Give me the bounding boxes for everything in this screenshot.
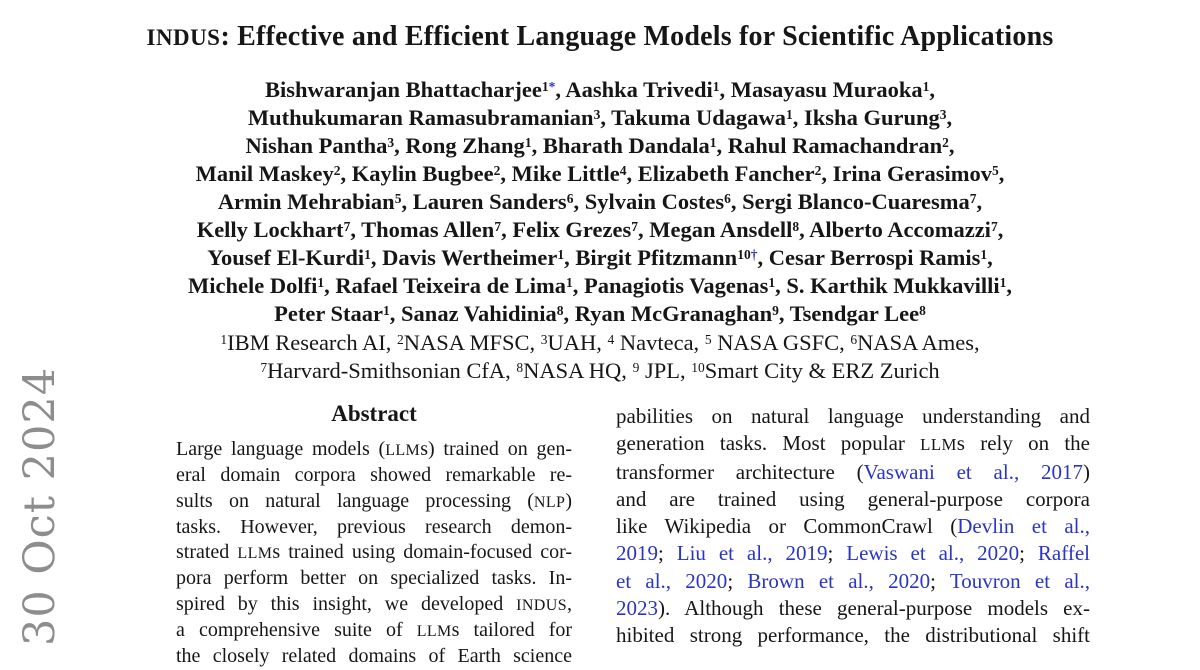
text-segment: s trained using domain-focused cor-: [272, 541, 573, 564]
superscript-affiliation-mark: 1: [786, 106, 793, 122]
superscript-affiliation-mark: 1: [383, 302, 390, 318]
text-segment: LLM: [237, 545, 273, 563]
superscript-affiliation-mark: 2: [942, 134, 949, 150]
text-segment: the closely related domains of Earth science: [176, 645, 572, 668]
text-segment: ,: [929, 77, 935, 102]
text-segment: transformer architecture (: [616, 459, 864, 484]
abstract-body: [176, 437, 572, 670]
text-segment: NASA MFSC,: [403, 330, 541, 355]
text-line: [616, 513, 1090, 540]
superscript-affiliation-mark: 4: [619, 162, 627, 178]
text-line: [90, 104, 1110, 132]
text-segment: Manil Maskey: [195, 161, 334, 186]
superscript-affiliation-mark: 2: [814, 162, 822, 178]
superscript-affiliation-mark: 8: [556, 302, 564, 318]
text-line: [176, 437, 572, 463]
text-segment: like Wikipedia or CommonCrawl (: [616, 514, 958, 539]
affiliation-list: [90, 329, 1110, 385]
text-segment: JPL,: [639, 358, 692, 383]
text-segment: , Rahul Ramachandran: [716, 133, 943, 158]
citation-link[interactable]: Brown et al., 2020: [747, 568, 931, 593]
text-segment: ;: [930, 568, 950, 593]
text-segment: and are trained using general-purpose corpora: [616, 486, 1090, 511]
text-line: [176, 489, 572, 515]
text-segment: Navteca,: [614, 330, 705, 355]
text-segment: , Bharath Dandala: [531, 133, 710, 158]
arxiv-date-text: 30 Oct 2024: [15, 366, 65, 646]
superscript-affiliation-mark: 1: [317, 274, 325, 290]
text-line: [90, 188, 1110, 216]
text-segment: , Sanaz Vahidinia: [389, 301, 557, 326]
text-line: [90, 160, 1110, 188]
citation-link[interactable]: Vaswani et al., 2017: [863, 459, 1083, 484]
superscript-affiliation-mark: 9: [772, 302, 779, 318]
text-segment: ,: [998, 161, 1005, 186]
text-segment: ;: [727, 568, 748, 593]
body-text-column: [616, 403, 1090, 650]
text-segment: ;: [827, 541, 847, 566]
superscript-affiliation-mark: 2: [397, 331, 404, 347]
text-segment: , Alberto Accomazzi: [799, 217, 991, 242]
text-line: [176, 592, 572, 618]
citation-link[interactable]: Touvron et al.,: [949, 568, 1090, 593]
text-segment: ,: [946, 105, 953, 130]
superscript-affiliation-mark: 2: [333, 162, 341, 178]
text-segment: , Irina Gerasimov: [821, 161, 992, 186]
arxiv-date-watermark: [12, 366, 68, 646]
text-line: [616, 622, 1090, 649]
text-segment: ,: [567, 592, 572, 615]
superscript-affiliation-mark: 6: [724, 190, 731, 206]
superscript-affiliation-mark: 7: [494, 218, 502, 234]
text-segment: , Birgit Pfitzmann: [564, 245, 738, 270]
text-segment: , Tsendgar Lee: [778, 301, 920, 326]
superscript-affiliation-mark: 7: [631, 218, 638, 234]
text-segment: , Megan Ansdell: [637, 217, 793, 242]
text-segment: Harvard-Smithsonian CfA,: [267, 358, 517, 383]
paper-title-smallcaps: INDUS: [146, 25, 221, 50]
text-segment: , Masayasu Muraoka: [719, 77, 923, 102]
text-line: [176, 515, 572, 540]
text-segment: , Lauren Sanders: [401, 189, 567, 214]
text-line: [90, 357, 1110, 385]
text-segment: , Panagiotis Vagenas: [572, 273, 769, 298]
text-segment: ,: [948, 133, 955, 158]
text-segment: tasks. However, previous research demon-: [176, 515, 572, 538]
superscript-affiliation-mark: 10: [691, 359, 705, 375]
superscript-affiliation-mark: 1: [922, 78, 930, 94]
abstract-heading: Abstract: [331, 401, 417, 426]
text-segment: , Aashka Trivedi: [555, 77, 713, 102]
citation-link[interactable]: 2023: [616, 596, 658, 621]
superscript-affiliation-mark: 8: [792, 218, 800, 234]
text-segment: ,: [1006, 273, 1012, 298]
text-segment: Bishwaranjan Bhattacharjee: [265, 77, 542, 102]
superscript-affiliation-mark: 1: [557, 246, 565, 262]
citation-link[interactable]: Raffel: [1037, 541, 1091, 566]
citation-link[interactable]: Lewis et al., 2020: [846, 541, 1020, 566]
paper-title-rest: : Effective and Efficient Language Models for Scientific Applications: [220, 21, 1054, 52]
paper-title: [90, 21, 1110, 53]
citation-link[interactable]: et al., 2020: [616, 568, 728, 593]
superscript-affiliation-mark: 7: [990, 218, 998, 234]
text-segment: s tailored for: [451, 619, 573, 642]
text-segment: spired by this insight, we developed: [176, 592, 517, 615]
citation-link[interactable]: Devlin et al.,: [957, 514, 1091, 539]
text-segment: Large language models (: [176, 438, 386, 460]
text-segment: NASA Ames,: [857, 330, 980, 355]
text-segment: , Thomas Allen: [350, 217, 495, 242]
text-segment: pora perform better on specialized tasks. In-: [176, 567, 572, 590]
text-segment: ): [1083, 459, 1090, 484]
text-segment: , Ryan McGranaghan: [563, 301, 773, 326]
text-segment: , Rong Zhang: [394, 133, 525, 158]
text-line: [90, 216, 1110, 244]
text-segment: Smart City & ERZ Zurich: [704, 358, 940, 383]
text-segment: strated: [176, 541, 238, 564]
superscript-affiliation-mark: 3: [387, 134, 395, 150]
text-segment: s) trained on gen-: [420, 438, 573, 460]
superscript-affiliation-mark: 1: [709, 134, 717, 150]
citation-link[interactable]: 2019: [616, 541, 658, 566]
superscript-affiliation-mark: 1: [364, 246, 371, 262]
text-segment: sults on natural language processing (: [176, 489, 534, 512]
text-segment: , Elizabeth Fancher: [626, 161, 815, 186]
superscript-affiliation-mark: 3: [540, 331, 548, 347]
superscript-affiliation-mark: 4: [607, 331, 615, 347]
text-segment: LLM: [920, 435, 957, 455]
text-segment: , S. Karthik Mukkavilli: [775, 273, 1000, 298]
superscript-affiliation-mark: 5: [394, 190, 402, 206]
text-segment: , Felix Grezes: [501, 217, 632, 242]
text-segment: ;: [1019, 541, 1038, 566]
text-segment: s rely on the: [956, 431, 1090, 456]
text-line: [616, 595, 1090, 622]
text-line: [90, 132, 1110, 160]
text-segment: pabilities on natural language understanding and: [616, 404, 1090, 428]
superscript-affiliation-mark: 7: [260, 359, 268, 375]
text-segment: hibited strong performance, the distributional shift: [616, 623, 1090, 648]
text-segment: Peter Staar: [274, 301, 384, 326]
superscript-affiliation-mark: 7: [969, 190, 977, 206]
superscript-affiliation-mark: 1: [999, 274, 1007, 290]
text-segment: Muthukumaran Ramasubramanian: [247, 105, 594, 130]
text-line: [90, 300, 1110, 328]
text-line: [176, 644, 572, 669]
text-line: [616, 486, 1090, 513]
text-segment: NASA GSFC,: [711, 330, 851, 355]
text-segment: , Cesar Berrospi Ramis: [757, 245, 981, 270]
superscript-affiliation-mark: 10: [737, 246, 751, 262]
citation-link[interactable]: Liu et al., 2019: [676, 541, 828, 566]
text-line: [90, 272, 1110, 300]
text-line: [90, 76, 1110, 104]
text-segment: NLP: [533, 493, 566, 511]
superscript-affiliation-mark: 7: [343, 218, 351, 234]
superscript-affiliation-mark: 6: [566, 190, 574, 206]
text-segment: NASA HQ,: [523, 358, 633, 383]
text-line: [176, 566, 572, 591]
text-segment: , Sergi Blanco-Cuaresma: [730, 189, 970, 214]
text-segment: , Davis Wertheimer: [370, 245, 558, 270]
superscript-affiliation-mark: 8: [919, 302, 926, 318]
text-segment: ). Although these general-purpose models ex-: [658, 596, 1090, 621]
superscript-affiliation-mark: 1: [524, 134, 532, 150]
text-segment: ): [565, 489, 572, 512]
text-line: [616, 568, 1090, 595]
text-segment: ;: [658, 541, 677, 566]
text-segment: , Takuma Udagawa: [600, 105, 787, 130]
text-segment: Nishan Pantha: [245, 133, 388, 158]
text-line: [176, 463, 572, 488]
superscript-affiliation-mark: 1: [220, 331, 228, 347]
text-segment: ,: [976, 189, 983, 214]
text-line: [176, 540, 572, 566]
text-segment: , Mike Little: [500, 161, 620, 186]
text-line: [616, 430, 1090, 458]
footnote-mark-link[interactable]: *: [548, 78, 556, 94]
text-line: [90, 329, 1110, 357]
superscript-affiliation-mark: 5: [991, 162, 999, 178]
text-segment: , Iksha Gurung: [792, 105, 940, 130]
text-line: [616, 403, 1090, 430]
superscript-affiliation-mark: 8: [516, 359, 524, 375]
text-segment: generation tasks. Most popular: [616, 431, 921, 456]
text-line: [176, 618, 572, 644]
text-segment: UAH,: [547, 330, 608, 355]
superscript-affiliation-mark: 1: [980, 246, 988, 262]
footnote-mark-link[interactable]: †: [750, 246, 758, 262]
superscript-affiliation-mark: 1: [541, 78, 549, 94]
text-line: [90, 244, 1110, 272]
text-segment: Armin Mehrabian: [217, 189, 395, 214]
text-line: [616, 540, 1090, 567]
superscript-affiliation-mark: 2: [493, 162, 501, 178]
text-segment: Michele Dolfi: [188, 273, 318, 298]
superscript-affiliation-mark: 3: [593, 106, 601, 122]
text-segment: , Sylvain Costes: [573, 189, 725, 214]
text-segment: ,: [987, 245, 993, 270]
text-segment: ,: [997, 217, 1004, 242]
text-segment: LLM: [416, 623, 452, 641]
superscript-affiliation-mark: 1: [712, 78, 720, 94]
text-segment: IBM Research AI,: [227, 330, 398, 355]
text-segment: LLM: [385, 442, 421, 459]
superscript-affiliation-mark: 1: [565, 274, 573, 290]
text-segment: Kelly Lockhart: [196, 217, 344, 242]
superscript-affiliation-mark: 3: [939, 106, 947, 122]
superscript-affiliation-mark: 5: [704, 331, 712, 347]
text-segment: a comprehensive suite of: [176, 619, 417, 642]
superscript-affiliation-mark: 1: [768, 274, 776, 290]
text-segment: , Kaylin Bugbee: [340, 161, 494, 186]
author-list: [90, 76, 1110, 328]
superscript-affiliation-mark: 9: [632, 359, 640, 375]
text-line: [616, 459, 1090, 486]
text-segment: , Rafael Teixeira de Lima: [324, 273, 566, 298]
text-segment: INDUS: [516, 596, 567, 614]
superscript-affiliation-mark: 6: [850, 331, 858, 347]
text-segment: eral domain corpora showed remarkable re-: [176, 464, 572, 487]
text-segment: Yousef El-Kurdi: [207, 245, 365, 270]
